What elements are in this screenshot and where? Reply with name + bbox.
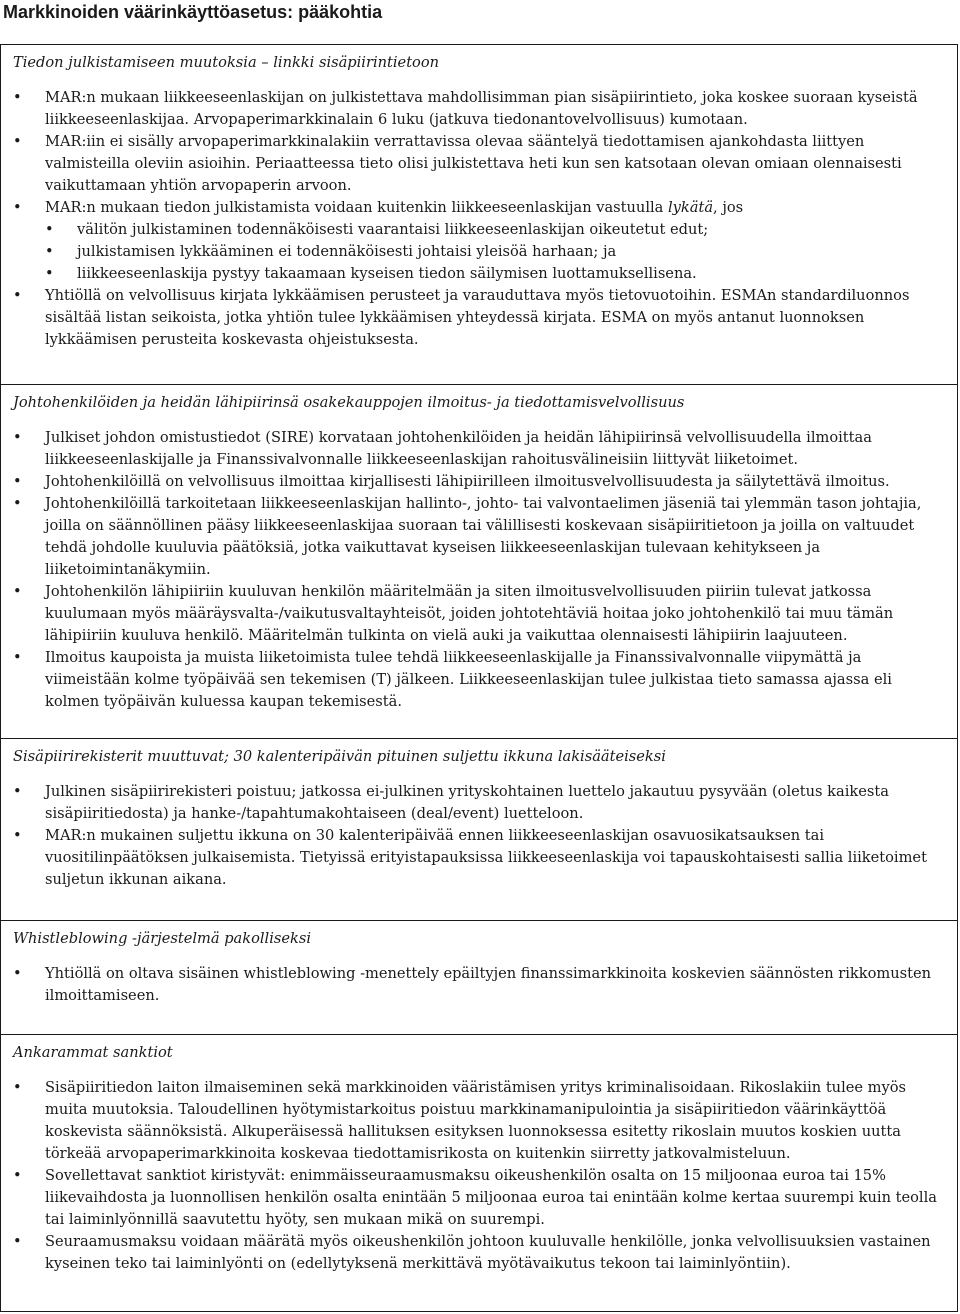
list-item: • Johtohenkilön lähipiiriin kuuluvan henkilön määritelmään ja siten ilmoitusvelvollisuuden piiriin tulevat jatkossa kuulumaan myös määräysvalta-/vaikutusvaltayhteisöt, joiden johtotehtäviä hoitaa joko johtohenkilö tai muu tämän lähipiiriin kuuluva henkilö. Määritelmän tulkinta on vielä auki ja vaikuttaa olennaisesti lähipiirin laajuuteen. [13,581,943,647]
section-whistleblowing [0,920,958,1034]
section-title: Whistleblowing -järjestelmä pakolliseksi [13,930,311,947]
list-item: • Julkinen sisäpiirirekisteri poistuu; jatkossa ei-julkinen yrityskohtainen luettelo jakautuu pysyvään (oletus kaikesta sisäpiiritiedosta) ja hanke-/tapahtumakohtaiseen (deal/event) luetteloon. [13,781,943,825]
list-item: • Sovellettavat sanktiot kiristyvät: enimmäisseuraamusmaksu oikeushenkilön osalta on 15 miljoonaa euroa tai 15% liikevaihdosta ja luonnollisen henkilön osalta enintään 5 miljoonaa euroa tai enintään kolme kertaa suurempi kuin teolla tai laiminlyönnillä saavutettu hyöty, sen mukaan mikä on suurempi. [13,1165,943,1231]
sub-list-item: • liikkeeseenlaskija pystyy takaamaan kyseisen tiedon säilymisen luottamuksellisena. [45,263,943,285]
list-item: • Julkiset johdon omistustiedot (SIRE) korvataan johtohenkilöiden ja heidän lähipiirinsä velvollisuudella ilmoittaa liikkeeseenlaskijalle ja Finanssivalvonnalle liikkeeseenlaskijan rahoitusvälineisiin liittyvät liiketoimet. [13,427,943,471]
section-disclosure [0,44,958,384]
list-item: • MAR:n mukaan liikkeeseenlaskijan on julkistettava mahdollisimman pian sisäpiirintieto, joka koskee suoraan kyseistä liikkeeseenlaskijaa. Arvopaperimarkkinalain 6 luku (jatkuva tiedonantovelvollisuus) kumotaan. [13,87,943,131]
section-title: Ankarammat sanktiot [13,1044,173,1061]
list-item: • Seuraamusmaksu voidaan määrätä myös oikeushenkilön johtoon kuuluvalle henkilölle, jonka velvollisuuksien vastainen kyseinen teko tai laiminlyönti on (edellytyksenä merkittävä myötävaikutus tekoon tai laiminlyöntiin). [13,1231,943,1275]
bullet-list [13,781,943,891]
list-item: • MAR:iin ei sisälly arvopaperimarkkinalakiin verrattavissa olevaa sääntelyä tiedottamisen ajankohdasta liittyen valmisteilla oleviin asioihin. Periaatteessa tieto olisi julkistettava heti kun sen katsotaan olevan omiaan olennaisesti vaikuttamaan yhtiön arvopaperin arvoon. [13,131,943,197]
list-item: • Johtohenkilöillä tarkoitetaan liikkeeseenlaskijan hallinto-, johto- tai valvontaelimen jäseniä tai ylemmän tason johtajia, joilla on säännöllinen pääsy liikkeeseenlaskijaa suoraan tai välillisesti koskevaan sisäpiiritietoon ja joilla on valtuudet tehdä johdolle kuuluvia päätöksiä, jotka vaikuttavat kyseisen liikkeeseenlaskijan tulevaan kehitykseen ja liiketoimintanäkymiin. [13,493,943,581]
list-item: • Sisäpiiritiedon laiton ilmaiseminen sekä markkinoiden vääristämisen yritys kriminalisoidaan. Rikoslakiin tulee myös muita muutoksia. Taloudellinen hyötymistarkoitus poistuu markkinamanipulointia ja sisäpiiritiedon väärinkäyttöä koskevista säännöksistä. Alkuperäisessä hallituksen esityksen luonnoksessa esitetty rikoslain muutos koskien uutta törkeää arvopaperimarkkinoita koskevaa tiedottamisrikosta on kuitenkin siirretty jatkovalmisteluun. [13,1077,943,1165]
list-item: • Ilmoitus kaupoista ja muista liiketoimista tulee tehdä liikkeeseenlaskijalle ja Finanssivalvonnalle viipymättä ja viimeistään kolme työpäivää sen tekemisen (T) jälkeen. Liikkeeseenlaskijan tulee julkistaa tieto samassa ajassa eli kolmen työpäivän kuluessa kaupan tekemisestä. [13,647,943,713]
list-item: • Yhtiöllä on velvollisuus kirjata lykkäämisen perusteet ja varauduttava myös tietovuotoihin. ESMAn standardiluonnos sisältää listan seikoista, jotka yhtiön tulee lykkäämisen yhteydessä kirjata. ESMA on myös antanut luonnoksen lykkäämisen perusteita koskevasta ohjeistuksesta. [13,285,943,351]
section-insider-lists [0,738,958,920]
section-title: Johtohenkilöiden ja heidän lähipiirinsä osakekauppojen ilmoitus- ja tiedottamisvelvollisuus [13,394,685,411]
section-managers-transactions [0,384,958,738]
bullet-list [13,963,943,1007]
document-title: Markkinoiden väärinkäyttöasetus: pääkohtia [3,2,383,22]
sub-list-item: • välitön julkistaminen todennäköisesti vaarantaisi liikkeeseenlaskijan oikeutetut edut; [45,219,943,241]
list-item: • Yhtiöllä on oltava sisäinen whistleblowing -menettely epäiltyjen finanssimarkkinoita koskevien säännösten rikkomusten ilmoittamiseen. [13,963,943,1007]
sub-list-item: • julkistamisen lykkääminen ei todennäköisesti johtaisi yleisöä harhaan; ja [45,241,943,263]
emphasis-word: lykätä [668,199,714,216]
list-item: • Johtohenkilöillä on velvollisuus ilmoittaa kirjallisesti lähipiirilleen ilmoitusvelvollisuudesta ja säilytettävä ilmoitus. [13,471,943,493]
bullet-list [13,427,943,713]
list-item: • MAR:n mukainen suljettu ikkuna on 30 kalenteripäivää ennen liikkeeseenlaskijan osavuosikatsauksen tai vuositilinpäätöksen julkaisemista. Tietyissä erityistapauksissa liikkeeseenlaskija voi tapauskohtaisesti sallia liiketoimet suljetun ikkunan aikana. [13,825,943,891]
list-item-text: MAR:n mukaan tiedon julkistamista voidaan kuitenkin liikkeeseenlaskijan vastuulla [45,199,664,216]
sub-bullet-list [45,219,943,285]
list-item [13,197,943,285]
bullet-list [13,1077,943,1275]
section-sanctions [0,1034,958,1312]
section-title: Sisäpiirirekisterit muuttuvat; 30 kalenteripäivän pituinen suljettu ikkuna lakisääteiseksi [13,748,666,765]
bullet-list [13,87,943,351]
list-item-tail: , jos [713,199,744,216]
section-title: Tiedon julkistamiseen muutoksia – linkki sisäpiirintietoon [13,54,440,71]
